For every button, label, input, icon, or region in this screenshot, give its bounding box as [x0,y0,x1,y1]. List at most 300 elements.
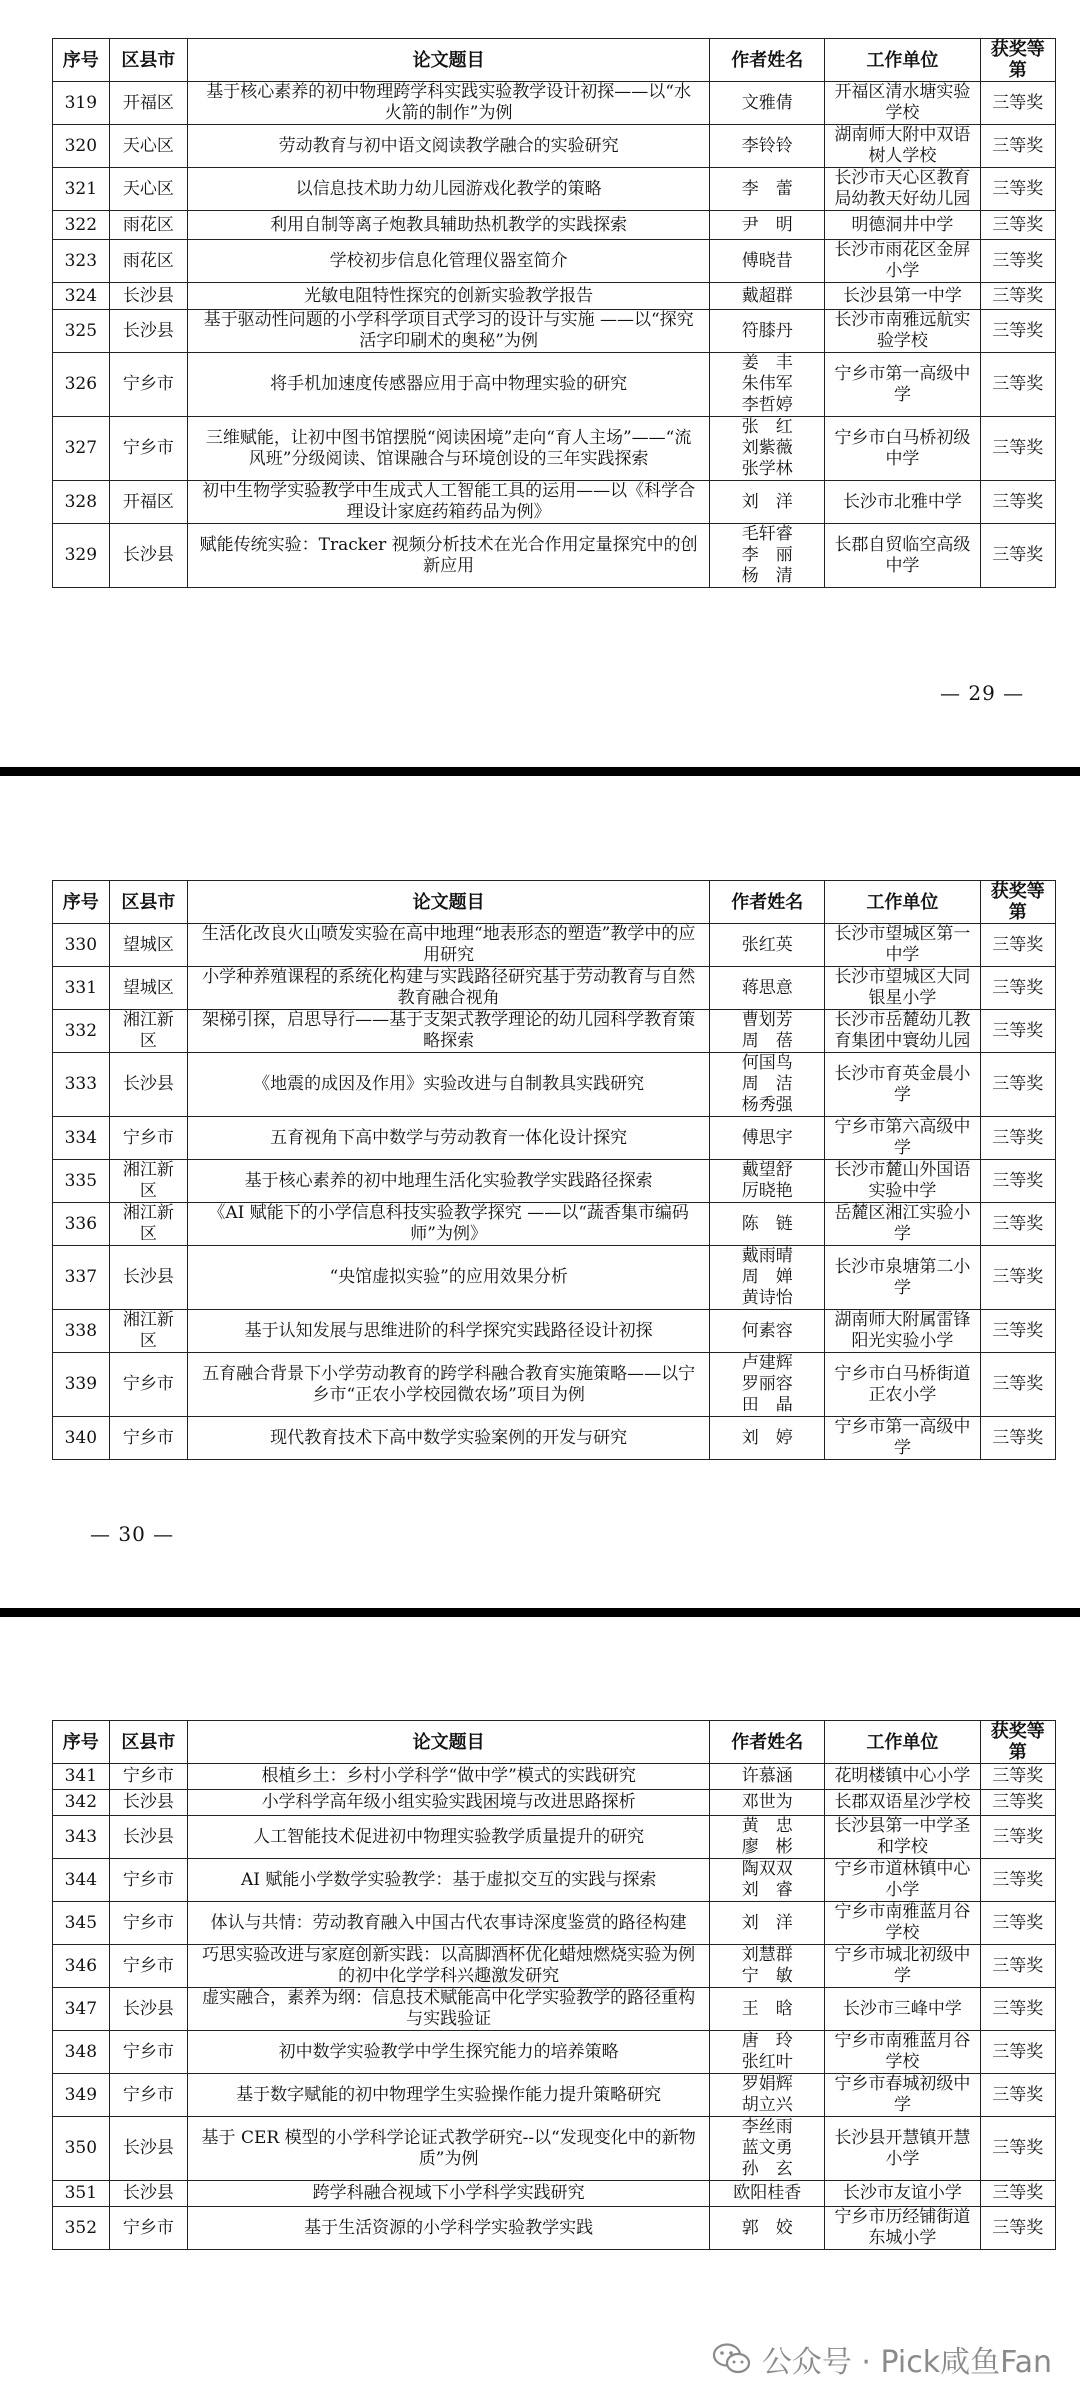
cell-authors [710,240,825,283]
cell-authors [710,2031,825,2074]
author-name: 杨 清 [741,566,793,586]
cell-county: 开福区 [109,481,188,524]
cell-title: 劳动教育与初中语文阅读教学融合的实验研究 [188,125,710,168]
cell-unit: 长沙市友谊小学 [825,2181,980,2207]
table-row [53,211,1056,240]
cell-county: 湘江新区 [109,1160,188,1203]
cell-county: 天心区 [109,168,188,211]
column-header-no: 序号 [53,39,110,82]
cell-county: 宁乡市 [109,1945,188,1988]
page-separator [0,1608,1080,1617]
cell-title: 基于生活资源的小学科学实验教学实践 [188,2207,710,2250]
table-row [53,2207,1056,2250]
cell-county: 长沙县 [109,1790,188,1816]
column-header-title: 论文题目 [188,1721,710,1764]
author-name: 李哲婷 [741,395,793,415]
cell-award: 三等奖 [980,2074,1056,2117]
cell-unit: 长沙市望城区第一中学 [825,924,980,967]
cell-title: 基于驱动性问题的小学科学项目式学习的设计与实施 ——以“探究活字印刷术的奥秘”为例 [188,310,710,353]
author-name: 朱伟军 [741,374,793,394]
table-row [53,283,1056,310]
cell-unit: 明德洞井中学 [825,211,980,240]
author-name: 王 晗 [741,1998,793,2019]
cell-unit: 长郡自贸临空高级中学 [825,524,980,588]
cell-no: 339 [53,1353,110,1417]
cell-unit: 长沙市雨花区金屏小学 [825,240,980,283]
cell-unit: 宁乡市道林镇中心小学 [825,1859,980,1902]
cell-authors [710,1859,825,1902]
author-name: 黄诗怡 [741,1288,793,1308]
column-header-award: 获奖等第 [980,39,1056,82]
page-number: — 30 — [90,1522,175,1546]
cell-county: 宁乡市 [109,1902,188,1945]
cell-authors [710,1160,825,1203]
page-30 [0,776,1080,1608]
cell-award: 三等奖 [980,1945,1056,1988]
cell-county: 望城区 [109,967,188,1010]
cell-title: 根植乡土：乡村小学科学“做中学”模式的实践研究 [188,1764,710,1790]
cell-title: 体认与共情：劳动教育融入中国古代农事诗深度鉴赏的路径构建 [188,1902,710,1945]
column-header-authors: 作者姓名 [710,881,825,924]
author-name: 唐 玲 [741,2031,793,2051]
cell-county: 宁乡市 [109,2074,188,2117]
cell-authors [710,2074,825,2117]
cell-award: 三等奖 [980,1117,1056,1160]
cell-no: 351 [53,2181,110,2207]
author-name: 文雅倩 [741,92,793,113]
cell-county: 宁乡市 [109,1353,188,1417]
cell-no: 343 [53,1816,110,1859]
cell-no: 325 [53,310,110,353]
table-row [53,967,1056,1010]
author-name: 廖 彬 [741,1837,793,1857]
cell-unit: 长沙市岳麓幼儿教育集团中寰幼儿园 [825,1010,980,1053]
cell-unit: 宁乡市春城初级中学 [825,2074,980,2117]
cell-award: 三等奖 [980,1988,1056,2031]
cell-no: 327 [53,417,110,481]
cell-unit: 宁乡市南雅蓝月谷学校 [825,2031,980,2074]
cell-county: 宁乡市 [109,417,188,481]
cell-title: “央馆虚拟实验”的应用效果分析 [188,1246,710,1310]
cell-authors [710,1117,825,1160]
cell-award: 三等奖 [980,924,1056,967]
cell-no: 346 [53,1945,110,1988]
table-row [53,1160,1056,1203]
cell-title: 五育融合背景下小学劳动教育的跨学科融合教育实施策略——以宁乡市“正农小学校园微农场”项目为例 [188,1353,710,1417]
column-header-no: 序号 [53,1721,110,1764]
cell-title: 初中生物学实验教学中生成式人工智能工具的运用——以《科学合理设计家庭药箱药品为例》 [188,481,710,524]
cell-county: 开福区 [109,82,188,125]
cell-no: 332 [53,1010,110,1053]
column-header-unit: 工作单位 [825,881,980,924]
column-header-county: 区县市 [109,881,188,924]
cell-award: 三等奖 [980,240,1056,283]
cell-title: 跨学科融合视域下小学科学实践研究 [188,2181,710,2207]
cell-unit: 花明楼镇中心小学 [825,1764,980,1790]
table-row [53,240,1056,283]
cell-authors [710,1417,825,1460]
page-number: — 29 — [940,681,1025,705]
author-name: 姜 丰 [741,353,793,373]
author-name: 周 婵 [741,1267,793,1287]
wechat-icon [712,2342,752,2376]
cell-authors [710,1790,825,1816]
table-row [53,1117,1056,1160]
cell-no: 349 [53,2074,110,2117]
author-name: 张 红 [741,417,793,437]
table-row [53,1010,1056,1053]
cell-unit: 宁乡市白马桥街道正农小学 [825,1353,980,1417]
cell-title: 小学科学高年级小组实验实践困境与改进思路探析 [188,1790,710,1816]
cell-unit: 宁乡市城北初级中学 [825,1945,980,1988]
author-name: 欧阳桂香 [733,2183,802,2203]
page-31 [0,1617,1080,2401]
column-header-county: 区县市 [109,1721,188,1764]
cell-county: 宁乡市 [109,1117,188,1160]
author-name: 孙 玄 [741,2159,793,2179]
cell-title: 人工智能技术促进初中物理实验教学质量提升的研究 [188,1816,710,1859]
cell-county: 长沙县 [109,1988,188,2031]
table-header-row [53,1721,1056,1764]
cell-award: 三等奖 [980,1816,1056,1859]
cell-authors [710,1945,825,1988]
cell-authors [710,2207,825,2250]
cell-title: 生活化改良火山喷发实验在高中地理“地表形态的塑造”教学中的应用研究 [188,924,710,967]
cell-award: 三等奖 [980,1790,1056,1816]
cell-no: 321 [53,168,110,211]
cell-no: 329 [53,524,110,588]
cell-no: 342 [53,1790,110,1816]
cell-county: 宁乡市 [109,1764,188,1790]
cell-authors [710,283,825,310]
cell-title: AI 赋能小学数学实验教学：基于虚拟交互的实践与探索 [188,1859,710,1902]
cell-title: 巧思实验改进与家庭创新实践：以高脚酒杯优化蜡烛燃烧实验为例的初中化学学科兴趣激发研究 [188,1945,710,1988]
cell-county: 望城区 [109,924,188,967]
cell-award: 三等奖 [980,2207,1056,2250]
column-header-unit: 工作单位 [825,39,980,82]
author-name: 罗娟辉 [741,2074,793,2094]
author-name: 刘 洋 [741,491,793,512]
cell-authors [710,1988,825,2031]
cell-title: 光敏电阻特性探究的创新实验教学报告 [188,283,710,310]
author-name: 宁 敏 [741,1966,793,1986]
column-header-title: 论文题目 [188,881,710,924]
cell-unit: 长沙市泉塘第二小学 [825,1246,980,1310]
cell-title: 利用自制等离子炮教具辅助热机教学的实践探索 [188,211,710,240]
author-name: 周 洁 [741,1074,793,1094]
cell-award: 三等奖 [980,82,1056,125]
cell-award: 三等奖 [980,310,1056,353]
cell-award: 三等奖 [980,2181,1056,2207]
cell-county: 湘江新区 [109,1203,188,1246]
table-row [53,310,1056,353]
table-row [53,1764,1056,1790]
cell-no: 320 [53,125,110,168]
awards-table-page-31 [52,1720,1056,2250]
cell-title: 《AI 赋能下的小学信息科技实验教学探究 ——以“蔬香集市编码师”为例》 [188,1203,710,1246]
cell-county: 雨花区 [109,211,188,240]
cell-award: 三等奖 [980,1246,1056,1310]
cell-unit: 岳麓区湘江实验小学 [825,1203,980,1246]
cell-unit: 长沙市北雅中学 [825,481,980,524]
cell-award: 三等奖 [980,417,1056,481]
table-row [53,1053,1056,1117]
cell-title: 基于核心素养的初中地理生活化实验教学实践路径探索 [188,1160,710,1203]
cell-unit: 湖南师大附属雷锋阳光实验小学 [825,1310,980,1353]
cell-no: 350 [53,2117,110,2181]
table-row [53,1859,1056,1902]
table-row [53,2181,1056,2207]
cell-title: 基于 CER 模型的小学科学论证式教学研究--以“发现变化中的新物质”为例 [188,2117,710,2181]
author-name: 李丝雨 [741,2117,793,2137]
table-row [53,1902,1056,1945]
watermark-text: 公众号 · Pick咸鱼Fan [761,2345,1052,2380]
cell-award: 三等奖 [980,353,1056,417]
cell-authors [710,2181,825,2207]
table-row [53,2031,1056,2074]
cell-award: 三等奖 [980,1053,1056,1117]
column-header-authors: 作者姓名 [710,39,825,82]
cell-award: 三等奖 [980,1764,1056,1790]
author-name: 胡立兴 [741,2095,793,2115]
cell-award: 三等奖 [980,2117,1056,2181]
table-row [53,1945,1056,1988]
author-name: 戴超群 [741,285,793,306]
cell-county: 长沙县 [109,310,188,353]
author-name: 蓝文勇 [741,2138,793,2158]
table-row [53,168,1056,211]
column-header-no: 序号 [53,881,110,924]
cell-title: 架梯引探，启思导行——基于支架式教学理论的幼儿园科学教育策略探索 [188,1010,710,1053]
cell-award: 三等奖 [980,283,1056,310]
cell-unit: 宁乡市南雅蓝月谷学校 [825,1902,980,1945]
table-header-row [53,881,1056,924]
cell-award: 三等奖 [980,211,1056,240]
author-name: 尹 明 [741,214,793,235]
table-row [53,481,1056,524]
cell-county: 湘江新区 [109,1310,188,1353]
table-row [53,2074,1056,2117]
cell-award: 三等奖 [980,1902,1056,1945]
cell-no: 338 [53,1310,110,1353]
cell-no: 345 [53,1902,110,1945]
cell-authors [710,524,825,588]
cell-no: 352 [53,2207,110,2250]
author-name: 刘 睿 [741,1880,793,1900]
cell-authors [710,353,825,417]
author-name: 许慕涵 [741,1766,793,1786]
column-header-title: 论文题目 [188,39,710,82]
table-row [53,1988,1056,2031]
author-name: 杨秀强 [741,1095,793,1115]
cell-no: 324 [53,283,110,310]
author-name: 卢建辉 [741,1353,793,1373]
author-name: 毛轩睿 [741,524,793,544]
cell-unit: 长沙县第一中学圣和学校 [825,1816,980,1859]
cell-award: 三等奖 [980,168,1056,211]
cell-title: 五育视角下高中数学与劳动教育一体化设计探究 [188,1117,710,1160]
cell-title: 基于核心素养的初中物理跨学科实践实验教学设计初探——以“水火箭的制作”为例 [188,82,710,125]
cell-no: 348 [53,2031,110,2074]
cell-award: 三等奖 [980,524,1056,588]
cell-title: 学校初步信息化管理仪器室简介 [188,240,710,283]
author-name: 傅思宇 [741,1127,793,1148]
table-row [53,1203,1056,1246]
cell-authors [710,1053,825,1117]
cell-authors [710,310,825,353]
cell-award: 三等奖 [980,1160,1056,1203]
author-name: 戴望舒 [741,1160,793,1180]
cell-award: 三等奖 [980,1010,1056,1053]
table-row [53,417,1056,481]
cell-no: 335 [53,1160,110,1203]
cell-title: 《地震的成因及作用》实验改进与自制教具实践研究 [188,1053,710,1117]
column-header-award: 获奖等第 [980,881,1056,924]
cell-unit: 长郡双语星沙学校 [825,1790,980,1816]
author-name: 刘 洋 [741,1912,793,1933]
cell-title: 三维赋能，让初中图书馆摆脱“阅读困境”走向“育人主场”——“流风班”分级阅读、馆课融合与环境创设的三年实践探索 [188,417,710,481]
cell-unit: 宁乡市白马桥初级中学 [825,417,980,481]
cell-award: 三等奖 [980,125,1056,168]
cell-title: 小学种养殖课程的系统化构建与实践路径研究基于劳动教育与自然教育融合视角 [188,967,710,1010]
cell-no: 323 [53,240,110,283]
cell-county: 天心区 [109,125,188,168]
cell-authors [710,1353,825,1417]
author-name: 刘 婷 [741,1427,793,1448]
cell-award: 三等奖 [980,481,1056,524]
cell-authors [710,1246,825,1310]
cell-no: 341 [53,1764,110,1790]
cell-no: 337 [53,1246,110,1310]
table-row [53,1310,1056,1353]
cell-unit: 长沙市育英金晨小学 [825,1053,980,1117]
author-name: 郭 姣 [741,2217,793,2238]
author-name: 蒋思意 [741,977,793,998]
cell-unit: 宁乡市第一高级中学 [825,1417,980,1460]
cell-county: 湘江新区 [109,1010,188,1053]
table-row [53,125,1056,168]
author-name: 田 晶 [741,1395,793,1415]
cell-unit: 长沙市天心区教育局幼教天好幼儿园 [825,168,980,211]
author-name: 黄 忠 [741,1816,793,1836]
cell-county: 宁乡市 [109,2207,188,2250]
cell-award: 三等奖 [980,2031,1056,2074]
cell-authors [710,1010,825,1053]
table-row [53,353,1056,417]
cell-unit: 宁乡市第六高级中学 [825,1117,980,1160]
cell-title: 现代教育技术下高中数学实验案例的开发与研究 [188,1417,710,1460]
table-row [53,1353,1056,1417]
cell-no: 334 [53,1117,110,1160]
cell-title: 基于数字赋能的初中物理学生实验操作能力提升策略研究 [188,2074,710,2117]
cell-award: 三等奖 [980,1859,1056,1902]
cell-county: 宁乡市 [109,353,188,417]
cell-no: 330 [53,924,110,967]
cell-no: 333 [53,1053,110,1117]
column-header-county: 区县市 [109,39,188,82]
author-name: 厉晓艳 [741,1181,793,1201]
author-name: 张红英 [741,934,793,955]
cell-title: 以信息技术助力幼儿园游戏化教学的策略 [188,168,710,211]
cell-award: 三等奖 [980,1310,1056,1353]
author-name: 陈 链 [741,1213,793,1234]
cell-title: 将手机加速度传感器应用于高中物理实验的研究 [188,353,710,417]
cell-unit: 长沙市三峰中学 [825,1988,980,2031]
table-row [53,1417,1056,1460]
cell-unit: 长沙县第一中学 [825,283,980,310]
cell-no: 319 [53,82,110,125]
cell-title: 赋能传统实验：Tracker 视频分析技术在光合作用定量探究中的创新应用 [188,524,710,588]
column-header-unit: 工作单位 [825,1721,980,1764]
cell-county: 长沙县 [109,2181,188,2207]
cell-county: 宁乡市 [109,1417,188,1460]
cell-title: 初中数学实验教学中学生探究能力的培养策略 [188,2031,710,2074]
cell-authors [710,82,825,125]
cell-authors [710,1310,825,1353]
cell-authors [710,168,825,211]
author-name: 邓世为 [741,1792,793,1812]
cell-county: 宁乡市 [109,1859,188,1902]
cell-no: 331 [53,967,110,1010]
author-name: 李 蕾 [741,178,793,199]
author-name: 罗丽容 [741,1374,793,1394]
page-separator [0,767,1080,776]
cell-county: 雨花区 [109,240,188,283]
author-name: 张红叶 [741,2052,793,2072]
cell-county: 宁乡市 [109,2031,188,2074]
cell-no: 347 [53,1988,110,2031]
table-row [53,1246,1056,1310]
cell-authors [710,1902,825,1945]
cell-unit: 湖南师大附中双语树人学校 [825,125,980,168]
table-row [53,82,1056,125]
table-row [53,1816,1056,1859]
cell-authors [710,2117,825,2181]
cell-unit: 宁乡市第一高级中学 [825,353,980,417]
author-name: 李铃铃 [741,135,793,156]
cell-county: 长沙县 [109,1816,188,1859]
cell-county: 长沙县 [109,2117,188,2181]
cell-unit: 宁乡市历经铺街道东城小学 [825,2207,980,2250]
author-name: 傅晓昔 [741,250,793,271]
cell-no: 340 [53,1417,110,1460]
cell-authors [710,924,825,967]
cell-authors [710,481,825,524]
author-name: 李 丽 [741,545,793,565]
table-row [53,1790,1056,1816]
watermark [712,2337,1052,2381]
cell-no: 322 [53,211,110,240]
cell-unit: 长沙县开慧镇开慧小学 [825,2117,980,2181]
cell-title: 虚实融合，素养为纲：信息技术赋能高中化学实验教学的路径重构与实践验证 [188,1988,710,2031]
column-header-authors: 作者姓名 [710,1721,825,1764]
cell-title: 基于认知发展与思维进阶的科学探究实践路径设计初探 [188,1310,710,1353]
cell-no: 326 [53,353,110,417]
awards-table-page-29 [52,38,1056,588]
cell-unit: 开福区清水塘实验学校 [825,82,980,125]
table-header-row [53,39,1056,82]
table-row [53,524,1056,588]
cell-county: 长沙县 [109,524,188,588]
author-name: 刘慧群 [741,1945,793,1965]
author-name: 曹划芳 [741,1010,793,1030]
cell-unit: 长沙市麓山外国语实验中学 [825,1160,980,1203]
cell-award: 三等奖 [980,1417,1056,1460]
cell-authors [710,211,825,240]
awards-table-page-30 [52,880,1056,1460]
column-header-award: 获奖等第 [980,1721,1056,1764]
cell-award: 三等奖 [980,967,1056,1010]
